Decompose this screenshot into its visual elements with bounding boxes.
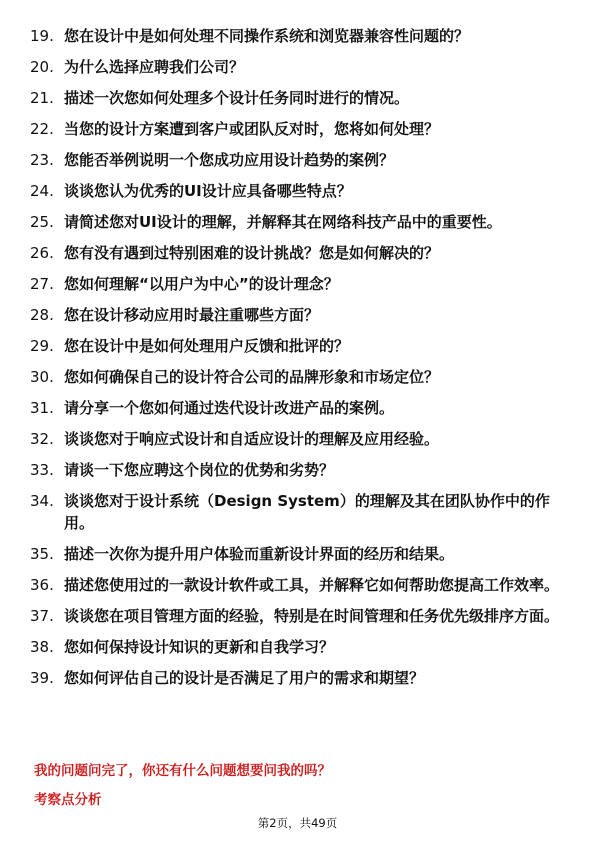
question-text: 您如何理解“以用户为中心”的设计理念？ <box>64 275 339 293</box>
question-number: 30. <box>30 368 54 386</box>
question-text: 请简述您对UI设计的理解，并解释其在网络科技产品中的重要性。 <box>64 213 502 231</box>
question-number: 39. <box>30 669 54 687</box>
question-item <box>30 459 560 481</box>
question-item <box>30 25 560 47</box>
question-number: 38. <box>30 638 54 656</box>
question-text: 谈谈您认为优秀的UI设计应具备哪些特点？ <box>64 182 352 200</box>
question-item <box>30 605 560 627</box>
question-text: 描述一次你为提升用户体验而重新设计界面的经历和结果。 <box>64 545 455 563</box>
question-number: 34. <box>30 492 54 510</box>
question-number: 21. <box>30 89 54 107</box>
question-number: 28. <box>30 306 54 324</box>
question-item <box>30 335 560 357</box>
question-item <box>30 242 560 264</box>
question-item <box>30 87 560 109</box>
question-item <box>30 636 560 658</box>
question-item <box>30 428 560 450</box>
question-number: 29. <box>30 337 54 355</box>
question-item <box>30 180 560 202</box>
question-item <box>30 118 560 140</box>
question-number: 23. <box>30 151 54 169</box>
question-text: 请谈一下您应聘这个岗位的优势和劣势？ <box>64 461 335 479</box>
question-item <box>30 56 560 78</box>
question-number: 35. <box>30 545 54 563</box>
question-text: 您在设计中是如何处理不同操作系统和浏览器兼容性问题的？ <box>64 27 470 45</box>
question-item <box>30 273 560 295</box>
question-number: 32. <box>30 430 54 448</box>
question-text: 您如何评估自己的设计是否满足了用户的需求和期望？ <box>64 669 425 687</box>
question-number: 20. <box>30 58 54 76</box>
question-text: 您能否举例说明一个您成功应用设计趋势的案例？ <box>64 151 395 169</box>
question-number: 36. <box>30 576 54 594</box>
question-item <box>30 211 560 233</box>
question-text: 谈谈您对于响应式设计和自适应设计的理解及应用经验。 <box>64 430 440 448</box>
question-text: 您有没有遇到过特别困难的设计挑战？您是如何解决的？ <box>64 244 440 262</box>
question-item <box>30 574 560 596</box>
question-text: 您在设计移动应用时最注重哪些方面？ <box>64 306 320 324</box>
question-number: 33. <box>30 461 54 479</box>
section-heading: 考察点分析 <box>34 792 102 808</box>
question-number: 19. <box>30 27 54 45</box>
question-item <box>30 366 560 388</box>
question-text: 您在设计中是如何处理用户反馈和批评的？ <box>64 337 350 355</box>
question-number: 31. <box>30 399 54 417</box>
question-item <box>30 397 560 419</box>
question-number: 22. <box>30 120 54 138</box>
question-text: 描述一次您如何处理多个设计任务同时进行的情况。 <box>64 89 410 107</box>
question-text: 您如何保持设计知识的更新和自我学习？ <box>64 638 335 656</box>
question-number: 37. <box>30 607 54 625</box>
question-item <box>30 667 560 689</box>
question-item <box>30 149 560 171</box>
question-number: 26. <box>30 244 54 262</box>
question-item <box>30 543 560 565</box>
question-number: 25. <box>30 213 54 231</box>
question-text: 谈谈您在项目管理方面的经验，特别是在时间管理和任务优先级排序方面。 <box>64 607 560 625</box>
question-text: 为什么选择应聘我们公司？ <box>64 58 245 76</box>
question-text: 当您的设计方案遭到客户或团队反对时，您将如何处理？ <box>64 120 440 138</box>
question-item <box>30 490 560 534</box>
question-number: 27. <box>30 275 54 293</box>
question-text: 谈谈您对于设计系统（Design System）的理解及其在团队协作中的作用。 <box>64 492 550 532</box>
page-footer: 第2页，共49页 <box>257 816 338 830</box>
question-item <box>30 304 560 326</box>
question-list <box>30 25 560 698</box>
closing-prompt: 我的问题问完了，你还有什么问题想要问我的吗？ <box>34 763 331 779</box>
question-text: 请分享一个您如何通过迭代设计改进产品的案例。 <box>64 399 395 417</box>
question-number: 24. <box>30 182 54 200</box>
question-text: 描述您使用过的一款设计软件或工具，并解释它如何帮助您提高工作效率。 <box>64 576 560 594</box>
question-text: 您如何确保自己的设计符合公司的品牌形象和市场定位？ <box>64 368 440 386</box>
